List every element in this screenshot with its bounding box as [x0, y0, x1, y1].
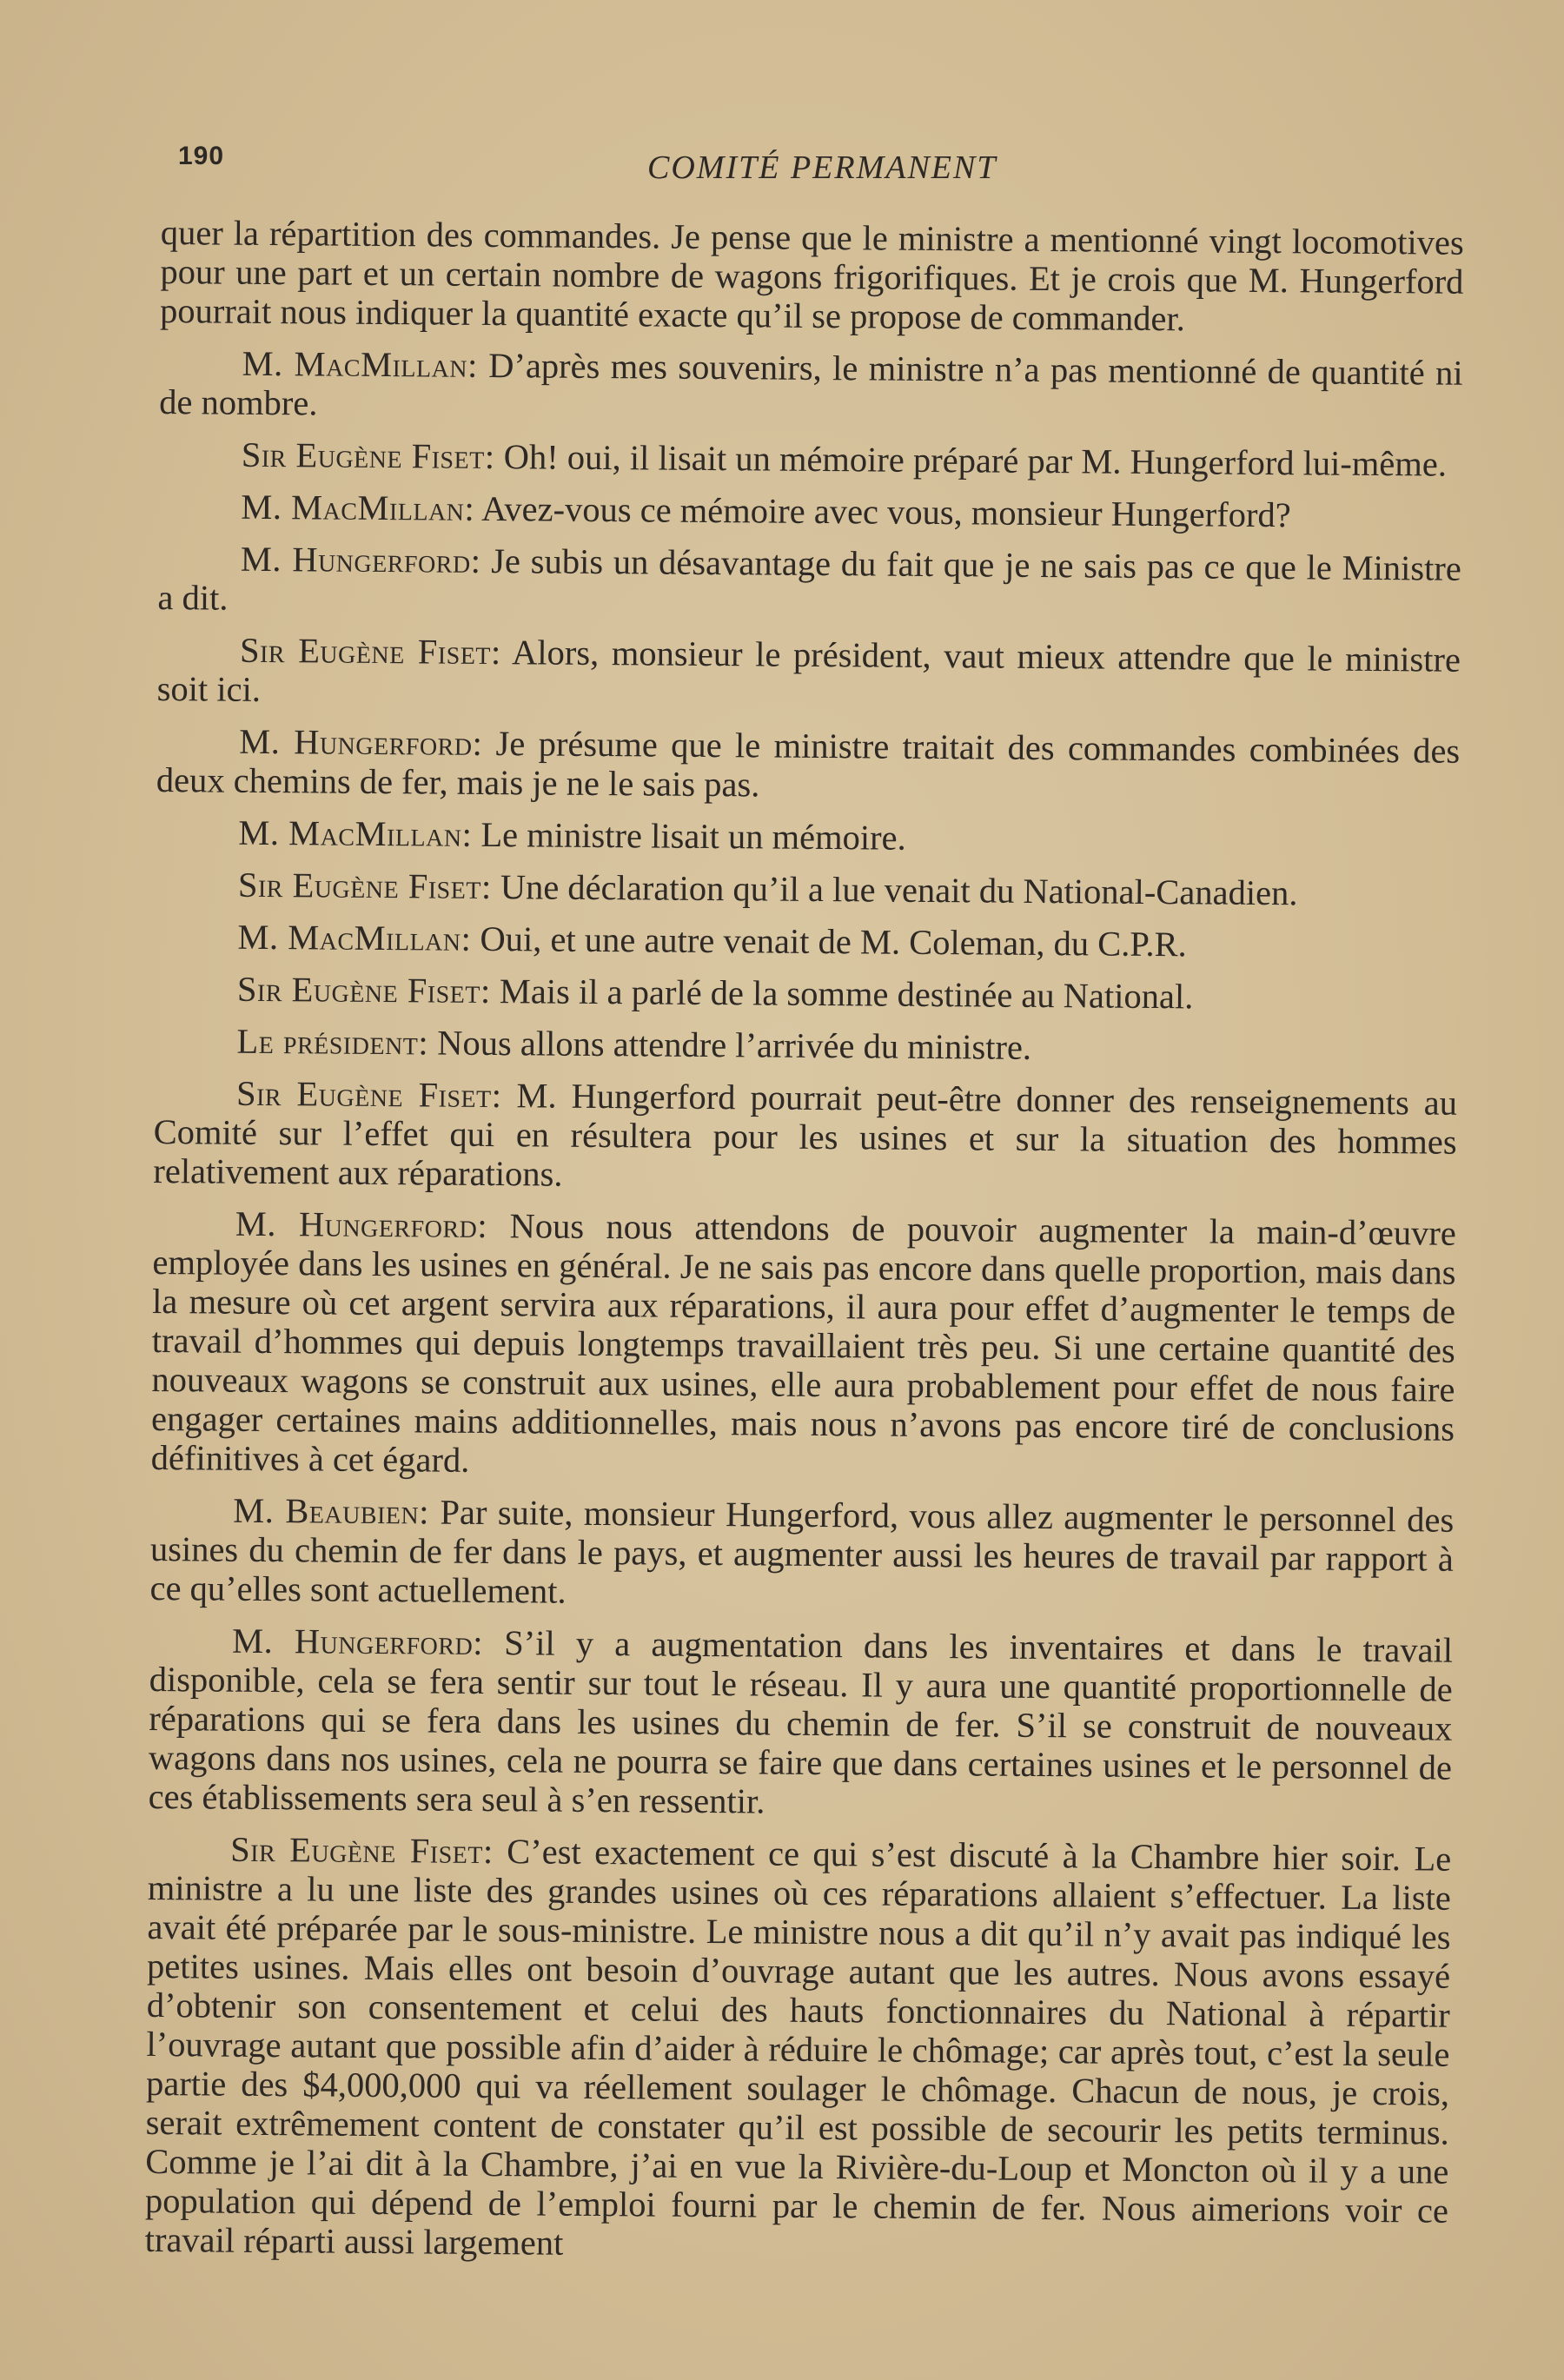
- speech-paragraph: [156, 865, 1459, 914]
- paragraph-text: Une déclaration qu’il a lue venait du National-Canadien.: [500, 867, 1298, 913]
- speech-paragraph: [159, 434, 1462, 484]
- speech-paragraph: [158, 487, 1461, 536]
- speaker-name: M. Beaubien:: [233, 1490, 430, 1532]
- speech-paragraph: [149, 1621, 1454, 1826]
- paragraph-text: Le ministre lisait un mémoire.: [480, 814, 906, 858]
- speech-paragraph: [155, 917, 1458, 966]
- speaker-name: Sir Eugène Fiset:: [236, 969, 491, 1011]
- speech-paragraph: [157, 539, 1461, 627]
- paragraph-text: Nous nous attendons de pouvoir augmenter la main-d’œuvre employée dans les usines en général. Je ne sais pas encore dans quelle proportion, mais dans la mesure où cet argent servira aux réparations, il aura pour effet d’augmenter le temps de travail d’hommes qui depuis longtemps travaillaient très peu. Si une certaine quantité des nouveaux wagons se construit aux usines, elle aura probablement pour effet de nous faire engager certaines mains additionnelles, mais nous n’avons pas encore tiré de conclusions définitives à cet égard.: [150, 1206, 1457, 1480]
- page-number: 190: [178, 142, 225, 170]
- speaker-name: Sir Eugène Fiset:: [239, 630, 501, 673]
- paragraph-text: D’après mes souvenirs, le ministre n’a pas mentionné de quantité ni de nombre.: [159, 345, 1463, 423]
- speaker-name: M. Hungerford:: [239, 721, 483, 763]
- speech-paragraph: [159, 343, 1463, 432]
- paragraph-text: M. Hungerford pourrait peut-être donner des renseignements au Comité sur l’effet qui en résultera pour les usines et sur la situation des hommes relativement aux réparations.: [153, 1076, 1458, 1194]
- paragraph-text: C’est exactement ce qui s’est discuté à la Chambre hier soir. Le ministre a lu une liste des grandes usines où ces réparations allaient s’effectuer. La liste avait été préparée par le sous-ministre. Le ministre nous a dit qu’il n’y avait pas indiqué les petites usines. Mais elles ont besoin d’ouvrage autant que les autres. Nous avons essayé d’obtenir son consentement et celui des hauts fonctionnaires du National à répartir l’ouvrage autant que possible afin d’aider à réduire le chômage; car après tout, c’est la seule partie des $4,000,000 qui va réellement soulager le chômage. Chacun de nous, je crois, serait extrêmement content de constater qu’il est possible de secourir les petits terminus. Comme je l’ai dit à la Chambre, j’ai en vue la Rivière-du-Loup et Moncton où il y a une population qui dépend de l’emploi fourni par le chemin de fer. Nous aimerions voir ce travail réparti aussi largement: [144, 1832, 1452, 2263]
- transcript-body: [144, 213, 1464, 2283]
- speech-paragraph: [155, 969, 1458, 1018]
- speaker-name: M. Hungerford:: [235, 1203, 488, 1245]
- speaker-name: M. MacMillan:: [241, 487, 475, 528]
- speaker-name: M. MacMillan:: [242, 343, 478, 385]
- speaker-name: Le président:: [236, 1021, 429, 1063]
- paragraph-continuation: [160, 213, 1464, 341]
- speech-paragraph: [149, 1490, 1454, 1618]
- paragraph-text: Mais il a parlé de la somme destinée au National.: [499, 971, 1194, 1017]
- speaker-name: Sir Eugène Fiset:: [237, 865, 492, 907]
- speech-paragraph: [145, 1829, 1452, 2270]
- speech-paragraph: [151, 1203, 1456, 1488]
- paragraph-text: Nous allons attendre l’arrivée du ministre.: [437, 1023, 1032, 1067]
- speaker-name: M. Hungerford:: [240, 539, 481, 580]
- speaker-name: Sir Eugène Fiset:: [230, 1829, 494, 1872]
- paragraph-text: S’il y a augmentation dans les inventaires et dans le travail disponible, cela se fera sentir sur tout le réseau. Il y aura une quantité proportionnelle de réparations qui se fera dans les usines du chemin de fer. S’il se construit de nouveaux wagons dans nos usines, cela ne pourra se faire que dans certaines usines et le personnel de ces établissements sera seul à s’en ressentir.: [148, 1623, 1454, 1821]
- page-header: [178, 135, 1464, 187]
- speaker-name: M. MacMillan:: [237, 917, 472, 958]
- paragraph-text: Oui, et une autre venait de M. Coleman, du C.P.R.: [480, 918, 1187, 965]
- paragraph-text: quer la répartition des commandes. Je pense que le ministre a mentionné vingt locomotives pour une part et un certain nombre de wagons frigorifiques. Et je crois que M. Hungerford pourrait nous indiquer la quantité exacte qu’il se propose de commander.: [159, 213, 1464, 339]
- paragraph-text: Avez-vous ce mémoire avec vous, monsieur Hungerford?: [480, 488, 1291, 535]
- speaker-name: Sir Eugène Fiset:: [241, 434, 495, 477]
- speaker-name: Sir Eugène Fiset:: [235, 1073, 502, 1116]
- speaker-name: M. MacMillan:: [238, 812, 473, 854]
- speaker-name: M. Hungerford:: [231, 1621, 484, 1662]
- paragraph-text: Je présume que le ministre traitait des commandes combinées des deux chemins de fer, mais je ne le sais pas.: [156, 724, 1461, 805]
- paragraph-text: Alors, monsieur le président, vaut mieux attendre que le ministre soit ici.: [156, 633, 1461, 709]
- speech-paragraph: [154, 1021, 1457, 1071]
- paragraph-text: Oh! oui, il lisait un mémoire préparé par M. Hungerford lui-même.: [503, 437, 1448, 484]
- speech-paragraph: [153, 1073, 1457, 1201]
- speech-paragraph: [156, 812, 1459, 862]
- speech-paragraph: [156, 721, 1461, 810]
- paragraph-text: Par suite, monsieur Hungerford, vous allez augmenter le personnel des usines du chemin de fer dans le pays, et augmenter aussi les heures de travail par rapport à ce qu’elles sont actuellement.: [149, 1492, 1455, 1611]
- paragraph-text: Je subis un désavantage du fait que je ne sais pas ce que le Ministre a dit.: [157, 540, 1462, 618]
- speech-paragraph: [157, 630, 1461, 719]
- running-head: COMITÉ PERMANENT: [647, 149, 997, 186]
